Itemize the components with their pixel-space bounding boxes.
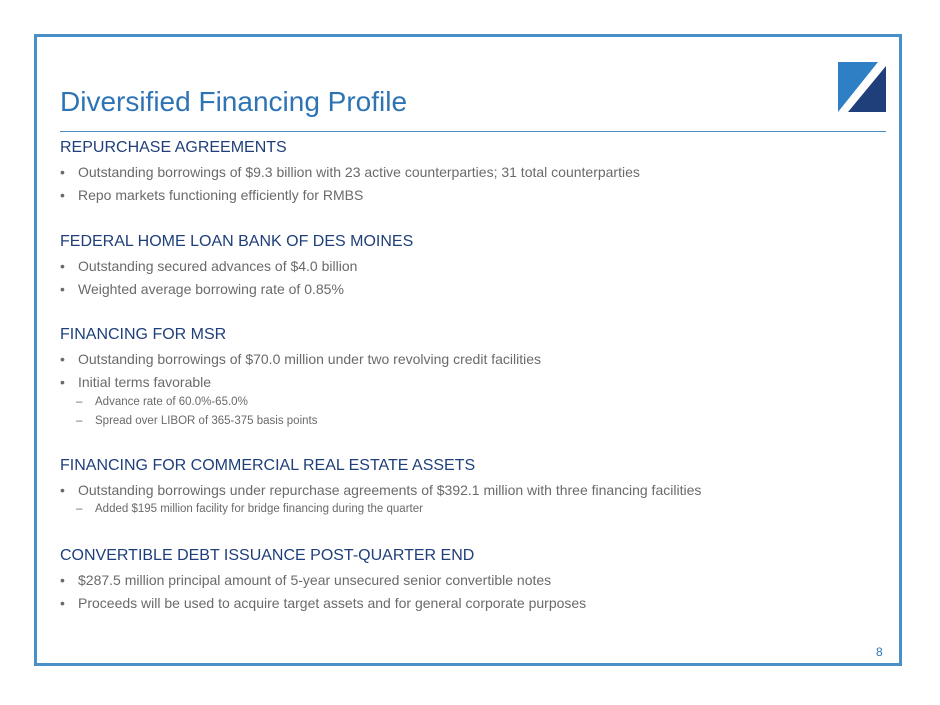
bullet-item: • $287.5 million principal amount of 5-year unsecured senior convertible notes	[60, 572, 552, 588]
sub-bullet-item: – Advance rate of 60.0%-65.0%	[76, 396, 248, 408]
bullet-item: • Repo markets functioning efficiently for RMBS	[60, 187, 364, 203]
bullet-item: • Outstanding secured advances of $4.0 billion	[60, 258, 358, 274]
slide-title: Diversified Financing Profile	[60, 86, 408, 117]
bullet-item: • Outstanding borrowings of $9.3 billion with 23 active counterparties; 31 total counterparties	[60, 164, 640, 180]
bullet-item: • Weighted average borrowing rate of 0.85%	[60, 281, 344, 297]
bullet-item: • Initial terms favorable	[60, 374, 212, 390]
page-number: 8	[876, 645, 883, 659]
bullet-item: • Outstanding borrowings under repurchase agreements of $392.1 million with three financing facilities	[60, 482, 702, 498]
section-heading-msr: FINANCING FOR MSR	[60, 326, 227, 343]
bullet-item: • Proceeds will be used to acquire target assets and for general corporate purposes	[60, 595, 587, 611]
section-heading-commercial-real-estate: FINANCING FOR COMMERCIAL REAL ESTATE ASSETS	[60, 457, 476, 474]
sub-bullet-item: – Spread over LIBOR of 365-375 basis points	[76, 415, 318, 427]
bullet-item: • Outstanding borrowings of $70.0 million under two revolving credit facilities	[60, 351, 542, 367]
brand-mark-icon	[838, 62, 886, 112]
section-heading-repurchase-agreements: REPURCHASE AGREEMENTS	[60, 139, 287, 156]
sub-bullet-item: – Added $195 million facility for bridge financing during the quarter	[76, 503, 423, 515]
section-heading-fhlb: FEDERAL HOME LOAN BANK OF DES MOINES	[60, 233, 414, 250]
title-divider	[60, 131, 886, 132]
section-heading-convertible-debt: CONVERTIBLE DEBT ISSUANCE POST-QUARTER END	[60, 547, 475, 564]
